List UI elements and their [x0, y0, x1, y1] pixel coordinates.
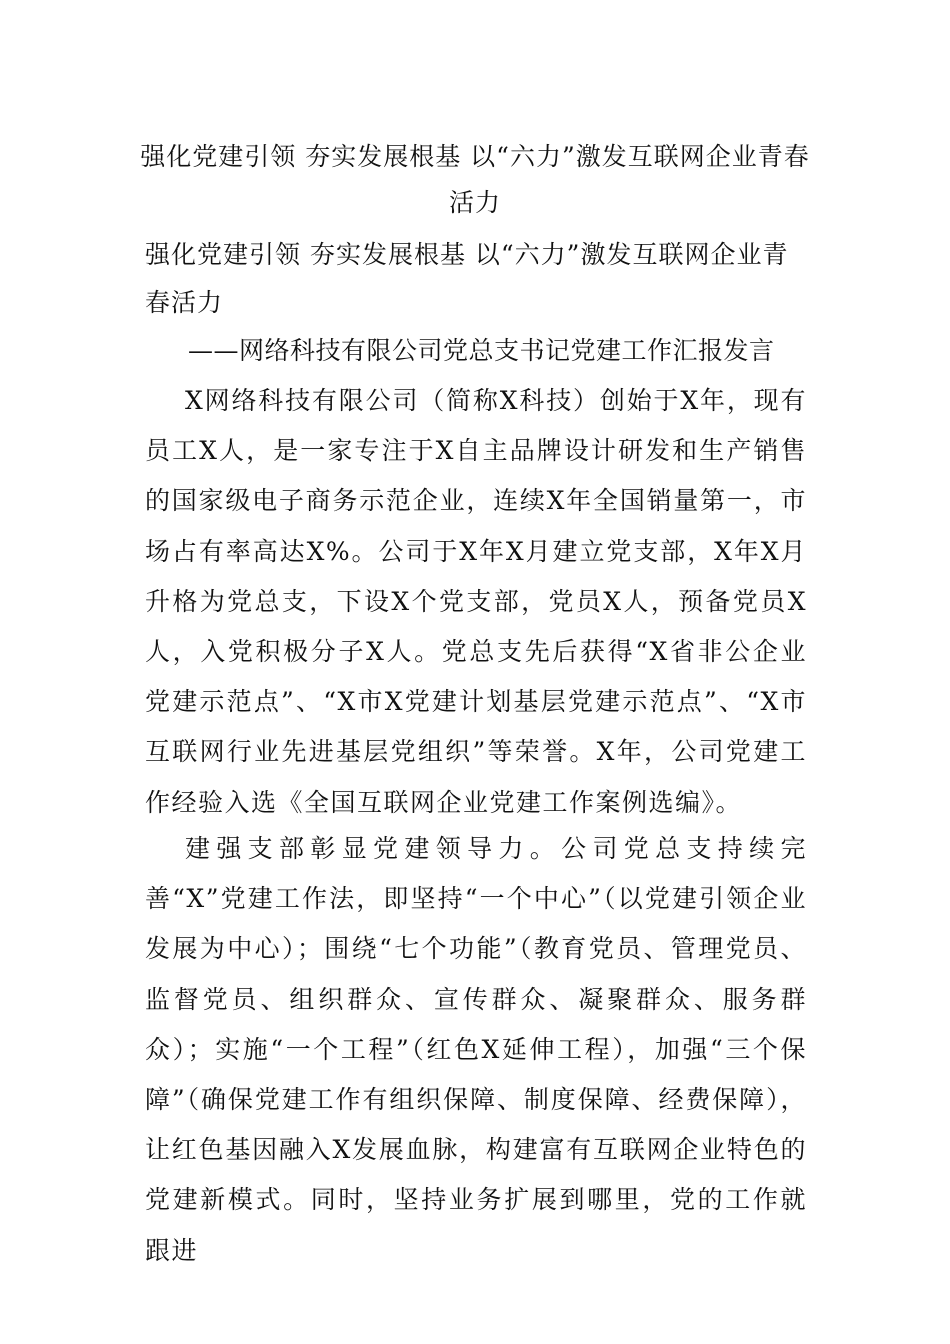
document-subtitle: ——网络科技有限公司党总支书记党建工作汇报发言: [188, 336, 775, 365]
document-title-repeated: 强化党建引领 夯实发展根基 以“六力”激发互联网企业青春活力: [145, 240, 789, 317]
body-paragraph-party-building: 建强支部彰显党建领导力。公司党总支持续完善“X”党建工作法，即坚持“一个中心”（以党建引领企业发展为中心）；围绕“七个功能”（教育党员、管理党员、监督党员、组织群众、宣传群众、凝聚群众、服务群众）；实施“一个工程”（红色X延伸工程），加强“三个保障”（确保党建工作有组织保障、制度保障、经费保障），让红色基因融入X发展血脉，构建富有互联网企业特色的党建新模式。同时，坚持业务扩展到哪里，党的工作就跟进: [145, 834, 807, 1265]
document-title-centered: 强化党建引领 夯实发展根基 以“六力”激发互联网企业青春活力: [140, 142, 810, 217]
body-paragraph-intro: X网络科技有限公司（简称X科技）创始于X年，现有员工X人，是一家专注于X自主品牌设计研发和生产销售的国家级电子商务示范企业，连续X年全国销量第一，市场占有率高达X%。公司于X年X月建立党支部，X年X月升格为党总支，下设X个党支部，党员X人，预备党员X人，入党积极分子X人。党总支先后获得“X省非公企业党建示范点”、“X市X党建计划基层党建示范点”、“X市互联网行业先进基层党组织”等荣誉。X年，公司党建工作经验入选《全国互联网企业党建工作案例选编》。: [145, 386, 807, 817]
